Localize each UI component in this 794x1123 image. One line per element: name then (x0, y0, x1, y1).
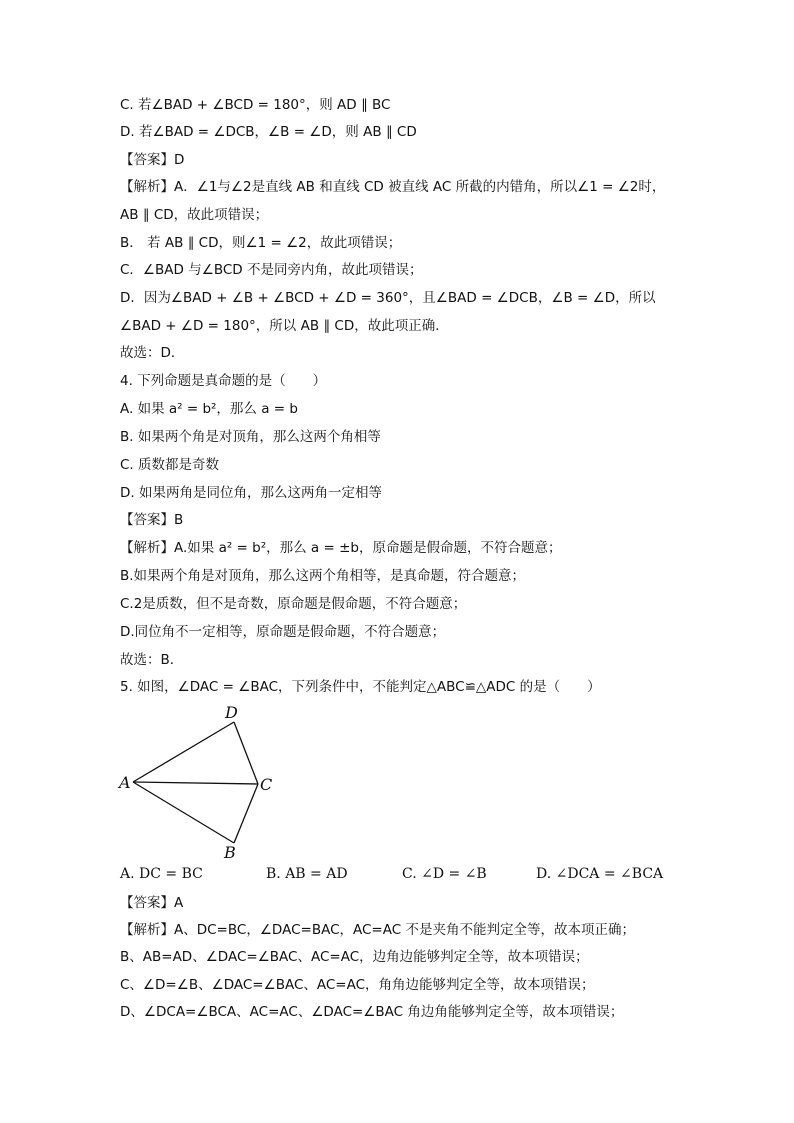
text-line: C．∠BAD 与∠BCD 不是同旁内角，故此项错误； (120, 262, 423, 278)
option-b: B. AB = AD (266, 866, 348, 882)
option-line: C. 质数都是奇数 (120, 457, 220, 473)
segment-ad (133, 722, 234, 782)
analysis-line: 【解析】A、DC=BC，∠DAC=BAC，AC=AC 不是夹角不能判定全等，故本项正确； (120, 922, 635, 938)
option-c: C. ∠D = ∠B (402, 866, 487, 882)
segment-cb (234, 784, 258, 843)
segment-dc (234, 722, 258, 784)
option-line: A. 如果 a² = b²，那么 a = b (120, 401, 298, 417)
option-line: D. 如果两角是同位角，那么这两角一定相等 (120, 485, 382, 501)
question-5: 5. 如图，∠DAC = ∠BAC，下列条件中，不能判定△ABC≌△ADC 的是（ ） (120, 679, 601, 695)
choice-line: 故选：B． (120, 652, 184, 668)
text-line: C.2是质数，但不是奇数，原命题是假命题，不符合题意； (120, 596, 467, 612)
text-line: D.同位角不一定相等，原命题是假命题，不符合题意； (120, 624, 446, 640)
question-4: 4. 下列命题是真命题的是（ ） (120, 373, 327, 389)
analysis-line: 【解析】A.如果 a² = b²，那么 a = ±b，原命题是假命题，不符合题意； (120, 540, 562, 556)
label-b: B (224, 843, 236, 860)
text-line: D、∠DCA=∠BCA、AC=AC、∠DAC=∠BAC 角边角能够判定全等，故本项错误； (120, 1004, 624, 1020)
answer-line: 【答案】A (120, 895, 184, 911)
text-line: AB ∥ CD，故此项错误； (120, 207, 269, 223)
text-line: C. 若∠BAD + ∠BCD = 180°，则 AD ∥ BC (120, 97, 391, 113)
option-line: B. 如果两个角是对顶角，那么这两个角相等 (120, 429, 381, 445)
choice-line: 故选：D． (120, 345, 185, 361)
text-line: ∠BAD + ∠D = 180°，所以 AB ∥ CD，故此项正确． (120, 318, 449, 334)
text-line: C、∠D=∠B、∠DAC=∠BAC、AC=AC，角角边能够判定全等，故本项错误； (120, 977, 595, 993)
text-line: D．因为∠BAD + ∠B + ∠BCD + ∠D = 360°，且∠BAD = ∠DCB，∠B = ∠D，所以 (120, 290, 656, 306)
figure-lines (133, 722, 258, 843)
option-d: D. ∠DCA = ∠BCA (536, 866, 664, 882)
segment-ab (133, 782, 234, 843)
label-a: A (119, 773, 131, 792)
option-a: A. DC = BC (120, 866, 203, 882)
label-c: C (260, 775, 273, 794)
text-line: B． 若 AB ∥ CD，则∠1 = ∠2，故此项错误； (120, 235, 402, 251)
text-line: B、AB=AD、∠DAC=∠BAC、AC=AC，边角边能够判定全等，故本项错误； (120, 949, 589, 965)
analysis-line: 【解析】A．∠1与∠2是直线 AB 和直线 CD 被直线 AC 所截的内错角，所以∠1 = ∠2时， (120, 179, 666, 195)
text-line: B.如果两个角是对顶角，那么这两个角相等，是真命题，符合题意； (120, 568, 526, 584)
text-line: D. 若∠BAD = ∠DCB，∠B = ∠D，则 AB ∥ CD (120, 124, 417, 140)
answer-line: 【答案】B (120, 512, 184, 528)
triangle-figure (112, 700, 292, 860)
answer-line: 【答案】D (120, 152, 185, 168)
options-row (120, 866, 680, 886)
segment-ac (133, 782, 258, 784)
label-d: D (225, 703, 238, 722)
